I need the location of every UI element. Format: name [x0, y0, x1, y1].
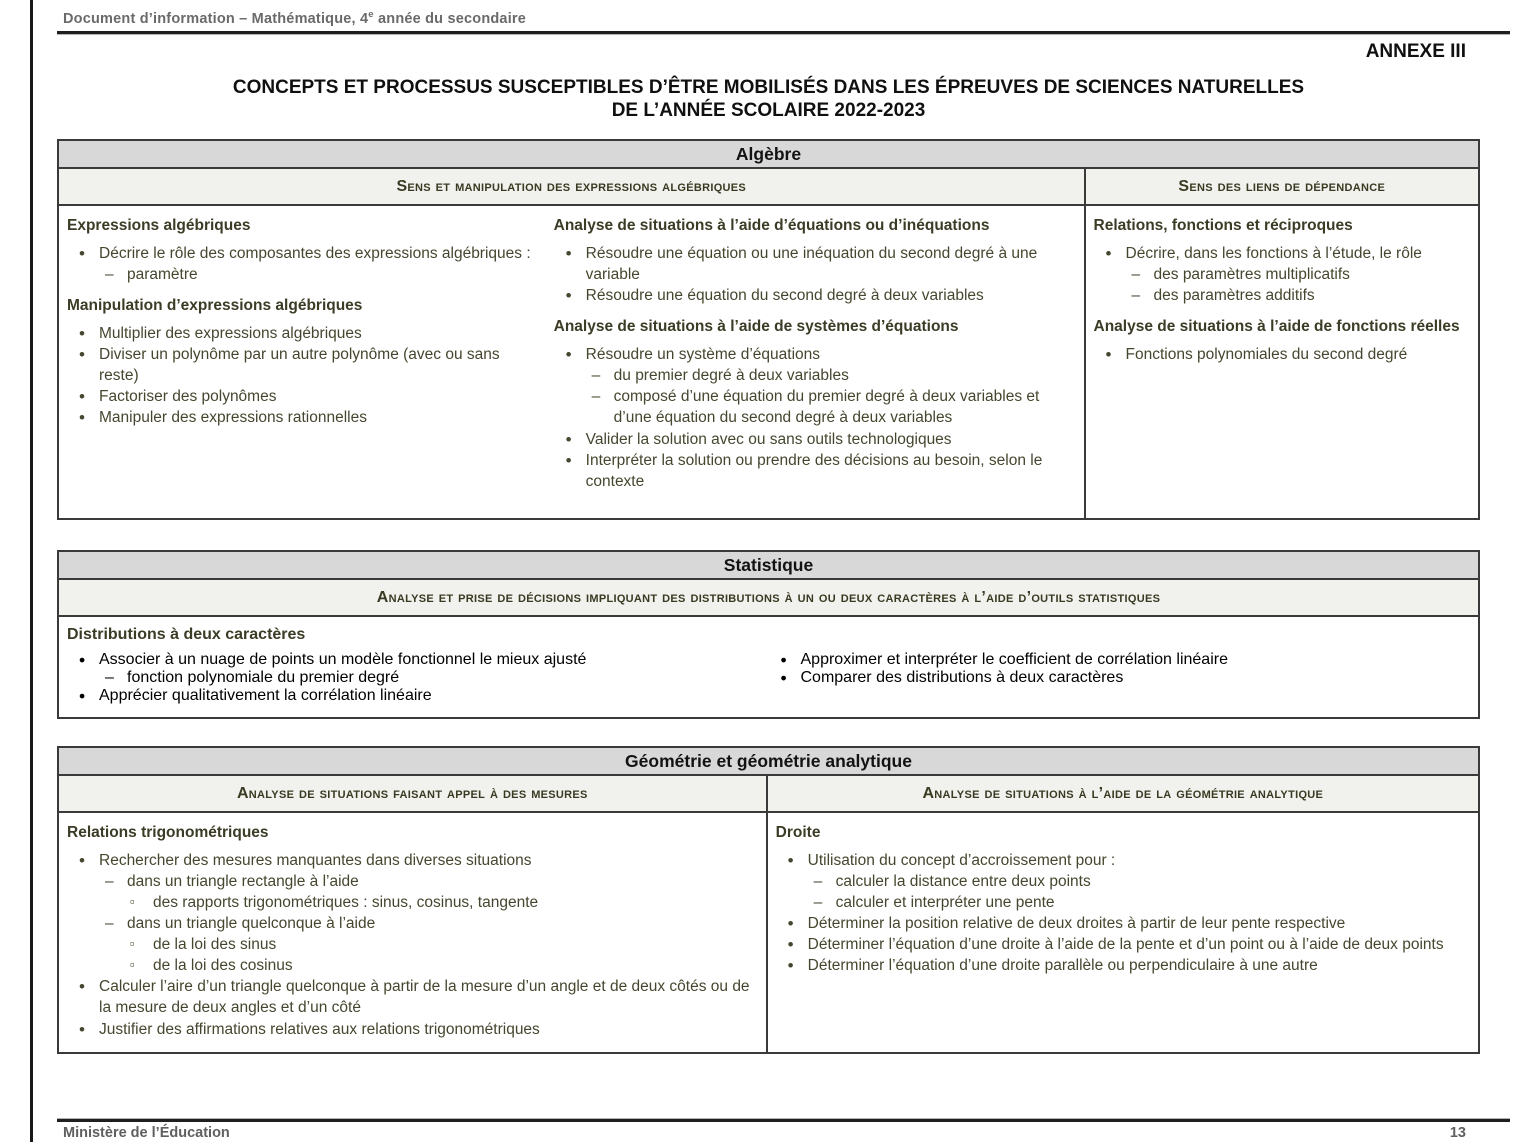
list-item: – dans un triangle rectangle à l’aide	[67, 871, 758, 892]
statistics-column-2	[769, 651, 1471, 707]
algebra-table-body	[59, 206, 1478, 518]
list-item: • Approximer et interpréter le coefficient de corrélation linéaire	[769, 651, 1471, 669]
title-block	[57, 76, 1480, 122]
bullet-list	[67, 323, 538, 428]
bullet-list	[1094, 243, 1470, 306]
list-item: • Fonctions polynomiales du second degré	[1094, 344, 1470, 365]
subsection-heading: Expressions algébriques	[67, 216, 251, 234]
bullet-list	[554, 243, 1076, 306]
running-header-superscript: e	[368, 9, 374, 20]
page-content	[57, 0, 1510, 1054]
list-item: • Factoriser des polynômes	[67, 386, 538, 407]
list-item: ▫ de la loi des cosinus	[67, 955, 758, 976]
list-item: • Utilisation du concept d’accroissement pour :	[776, 850, 1470, 871]
subsection-heading: Analyse de situations à l’aide d’équations ou d’inéquations	[553, 216, 990, 234]
bullet-list	[67, 651, 769, 705]
list-item: – dans un triangle quelconque à l’aide	[67, 913, 758, 934]
statistics-column-1	[67, 651, 769, 707]
annexe-label: ANNEXE III	[1365, 40, 1466, 62]
list-item: • Rechercher des mesures manquantes dans diverses situations	[67, 850, 758, 871]
list-item: • Multiplier des expressions algébriques	[67, 323, 538, 344]
algebra-column-1	[59, 206, 546, 518]
algebra-table-title: Algèbre	[59, 141, 1478, 169]
algebra-column-2	[546, 206, 1084, 518]
algebra-left-cell	[59, 206, 1084, 518]
list-item: • Valider la solution avec ou sans outils technologiques	[554, 429, 1076, 450]
statistics-table	[57, 550, 1480, 719]
running-header	[57, 0, 1510, 31]
list-item: • Diviser un polynôme par un autre polynôme (avec ou sans reste)	[67, 344, 538, 386]
statistics-subsection-heading: Distributions à deux caractères	[67, 625, 306, 643]
geometry-table-body	[59, 813, 1478, 1052]
list-item: – calculer la distance entre deux points	[776, 871, 1470, 892]
bullet-list	[67, 850, 758, 1040]
subsection-heading: Relations trigonométriques	[67, 823, 269, 841]
list-item: – des paramètres additifs	[1094, 285, 1470, 306]
list-item: • Apprécier qualitativement la corrélation linéaire	[67, 687, 769, 705]
bullet-list	[776, 850, 1470, 976]
list-item: – du premier degré à deux variables	[554, 365, 1076, 386]
list-item: • Résoudre un système d’équations	[554, 344, 1076, 365]
list-item: • Calculer l’aire d’un triangle quelconque à partir de la mesure d’un angle et de deux côtés ou de la mesure de deux angles et d’un côté	[67, 976, 758, 1018]
algebra-column-header-right: Sens des liens de dépendance	[1084, 169, 1478, 204]
list-item: – des paramètres multiplicatifs	[1094, 264, 1470, 285]
list-item: – composé d’une équation du premier degré à deux variables et d’une équation du second degré à deux variables	[554, 386, 1076, 428]
footer-page-number: 13	[1449, 1125, 1466, 1141]
list-item: – calculer et interpréter une pente	[776, 892, 1470, 913]
list-item: • Déterminer l’équation d’une droite à l’aide de la pente et d’un point ou à l’aide de deux points	[776, 934, 1470, 955]
algebra-column-3	[1084, 206, 1478, 518]
geometry-column-header-right: Analyse de situations à l’aide de la géométrie analytique	[766, 776, 1478, 811]
list-item: ▫ des rapports trigonométriques : sinus, cosinus, tangente	[67, 892, 758, 913]
list-item: • Justifier des affirmations relatives aux relations trigonométriques	[67, 1019, 758, 1040]
list-item: ▫ de la loi des sinus	[67, 934, 758, 955]
geometry-column-header-left: Analyse de situations faisant appel à des mesures	[236, 784, 588, 802]
bullet-list	[67, 243, 538, 285]
geometry-table-title: Géométrie et géométrie analytique	[59, 748, 1478, 776]
running-header-text: Document d’information – Mathématique, 4	[63, 10, 369, 27]
bullet-list	[769, 651, 1471, 687]
statistics-column-header: Analyse et prise de décisions impliquant des distributions à un ou deux caractères à l’aide d’outils statistiques	[376, 588, 1161, 606]
page-footer	[57, 1118, 1510, 1141]
subsection-heading: Manipulation d’expressions algébriques	[67, 297, 363, 315]
list-item: • Déterminer la position relative de deux droites à partir de leur pente respective	[776, 913, 1470, 934]
statistics-columns	[67, 651, 1470, 707]
footer-ministry-label: Ministère de l’Éducation	[63, 1125, 230, 1141]
statistics-table-title: Statistique	[59, 552, 1478, 580]
running-header-rest: année du secondaire	[373, 10, 527, 27]
list-item: – paramètre	[67, 264, 538, 285]
statistics-header-row	[59, 580, 1478, 617]
list-item: • Résoudre une équation ou une inéquation du second degré à une variable	[554, 243, 1076, 285]
subsection-heading: Analyse de situations à l’aide de fonctions réelles	[1093, 318, 1460, 336]
page-title-line-2: DE L’ANNÉE SCOLAIRE 2022-2023	[611, 99, 926, 121]
list-item: • Déterminer l’équation d’une droite parallèle ou perpendiculaire à une autre	[776, 955, 1470, 976]
geometry-table	[57, 746, 1480, 1054]
list-item: • Résoudre une équation du second degré à deux variables	[554, 285, 1076, 306]
page-title-line-1: CONCEPTS ET PROCESSUS SUSCEPTIBLES D’ÊTRE MOBILISÉS DANS LES ÉPREUVES DE SCIENCES NATURELLES	[232, 76, 1305, 98]
bullet-list	[1094, 344, 1470, 365]
subsection-heading: Analyse de situations à l’aide de systèmes d’équations	[553, 318, 959, 336]
algebra-table	[57, 139, 1480, 520]
list-item: • Décrire le rôle des composantes des expressions algébriques :	[67, 243, 538, 264]
subsection-heading: Droite	[775, 823, 821, 841]
statistics-table-body	[59, 617, 1478, 717]
subsection-heading: Relations, fonctions et réciproques	[1093, 216, 1353, 234]
algebra-header-row	[59, 169, 1478, 206]
geometry-column-1	[59, 813, 766, 1052]
algebra-column-header-left: Sens et manipulation des expressions algébriques	[396, 177, 747, 195]
list-item: – fonction polynomiale du premier degré	[67, 669, 769, 687]
geometry-column-2	[766, 813, 1478, 1052]
list-item: • Manipuler des expressions rationnelles	[67, 407, 538, 428]
list-item: • Interpréter la solution ou prendre des décisions au besoin, selon le contexte	[554, 450, 1076, 492]
page-edge-line	[30, 0, 33, 1142]
bullet-list	[554, 344, 1076, 492]
list-item: • Décrire, dans les fonctions à l’étude, le rôle	[1094, 243, 1470, 264]
list-item: • Associer à un nuage de points un modèle fonctionnel le mieux ajusté	[67, 651, 769, 669]
geometry-header-row	[59, 776, 1478, 813]
footer-row	[57, 1122, 1510, 1141]
list-item: • Comparer des distributions à deux caractères	[769, 669, 1471, 687]
